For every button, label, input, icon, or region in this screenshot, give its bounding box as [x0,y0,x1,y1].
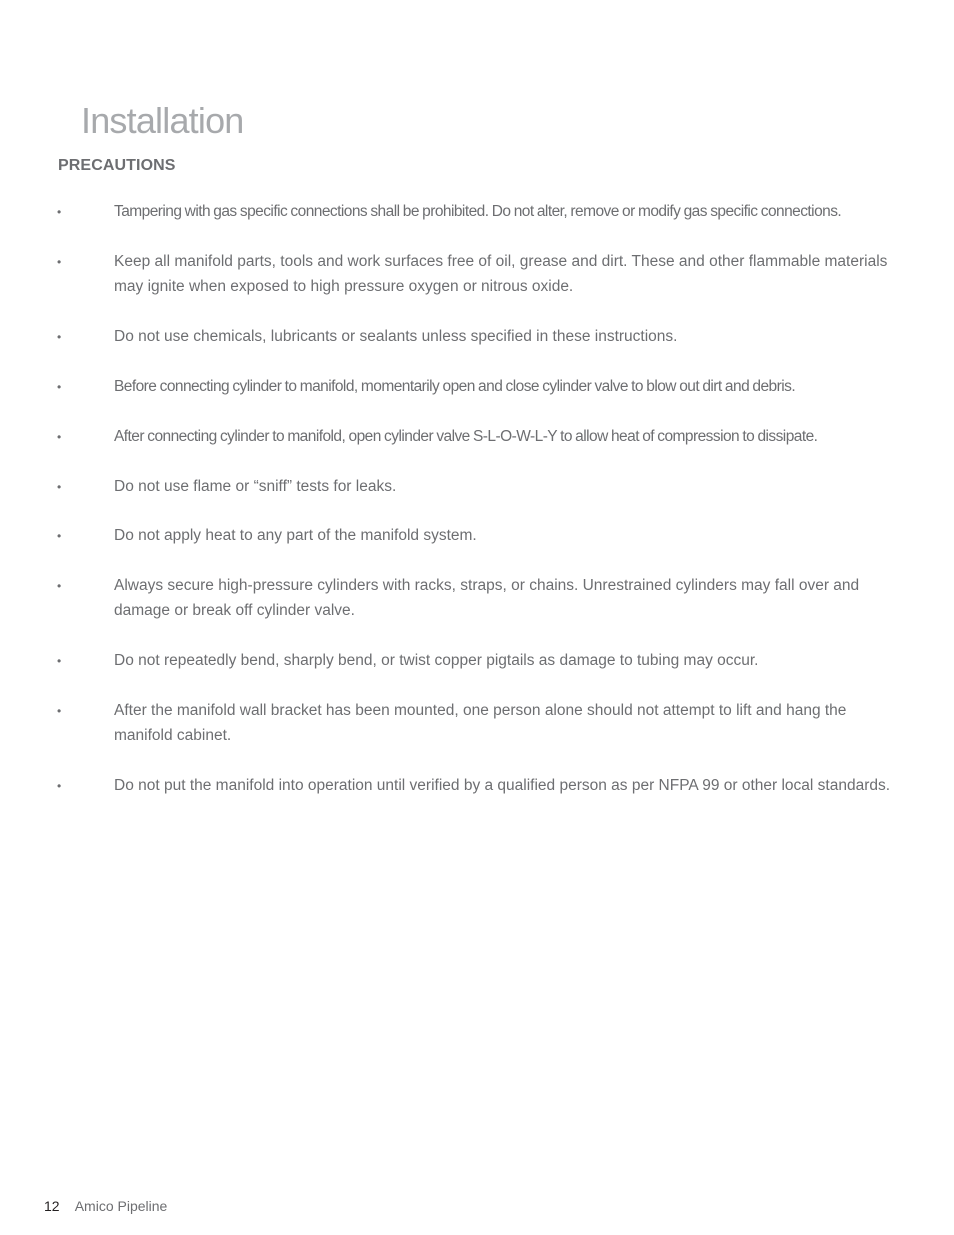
bullet-icon: • [57,529,62,543]
document-name: Amico Pipeline [74,1198,168,1214]
precaution-text: Do not use chemicals, lubricants or sealants unless specified in these instructions. [114,328,678,345]
precaution-text: Before connecting cylinder to manifold, momentarily open and close cylinder valve to blow out dirt and debris. [114,378,796,395]
section-heading-precautions: PRECAUTIONS [58,157,176,174]
bullet-icon: • [57,704,62,718]
precaution-text: Do not apply heat to any part of the manifold system. [114,527,477,544]
precaution-text: Do not use flame or “sniff” tests for leaks. [114,478,397,495]
page-footer [44,1196,167,1216]
bullet-icon: • [57,255,62,269]
precaution-text: Always secure high-pressure cylinders with racks, straps, or chains. Unrestrained cylinders may fall over and damage or break off cylinder valve. [114,577,860,619]
bullet-icon: • [57,779,62,793]
bullet-icon: • [57,654,62,668]
precaution-text: Tampering with gas specific connections shall be prohibited. Do not alter, remove or modify gas specific connections. [114,203,842,220]
precaution-text: After the manifold wall bracket has been mounted, one person alone should not attempt to lift and hang the manifold cabinet. [114,702,847,744]
precaution-text: Do not put the manifold into operation until verified by a qualified person as per NFPA 99 or other local standards. [114,777,891,794]
bullet-icon: • [57,579,62,593]
bullet-icon: • [57,480,62,494]
page-number: 12 [44,1198,60,1214]
precaution-text: Do not repeatedly bend, sharply bend, or twist copper pigtails as damage to tubing may occur. [114,652,759,669]
bullet-icon: • [57,380,62,394]
precaution-text: Keep all manifold parts, tools and work surfaces free of oil, grease and dirt. These and other flammable materials may ignite when exposed to high pressure oxygen or nitrous oxide. [114,253,888,295]
bullet-icon: • [57,430,62,444]
bullet-icon: • [57,205,62,219]
precaution-text: After connecting cylinder to manifold, open cylinder valve S-L-O-W-L-Y to allow heat of compression to dissipate. [114,428,818,445]
page-title: Installation [81,100,244,142]
bullet-icon: • [57,330,62,344]
